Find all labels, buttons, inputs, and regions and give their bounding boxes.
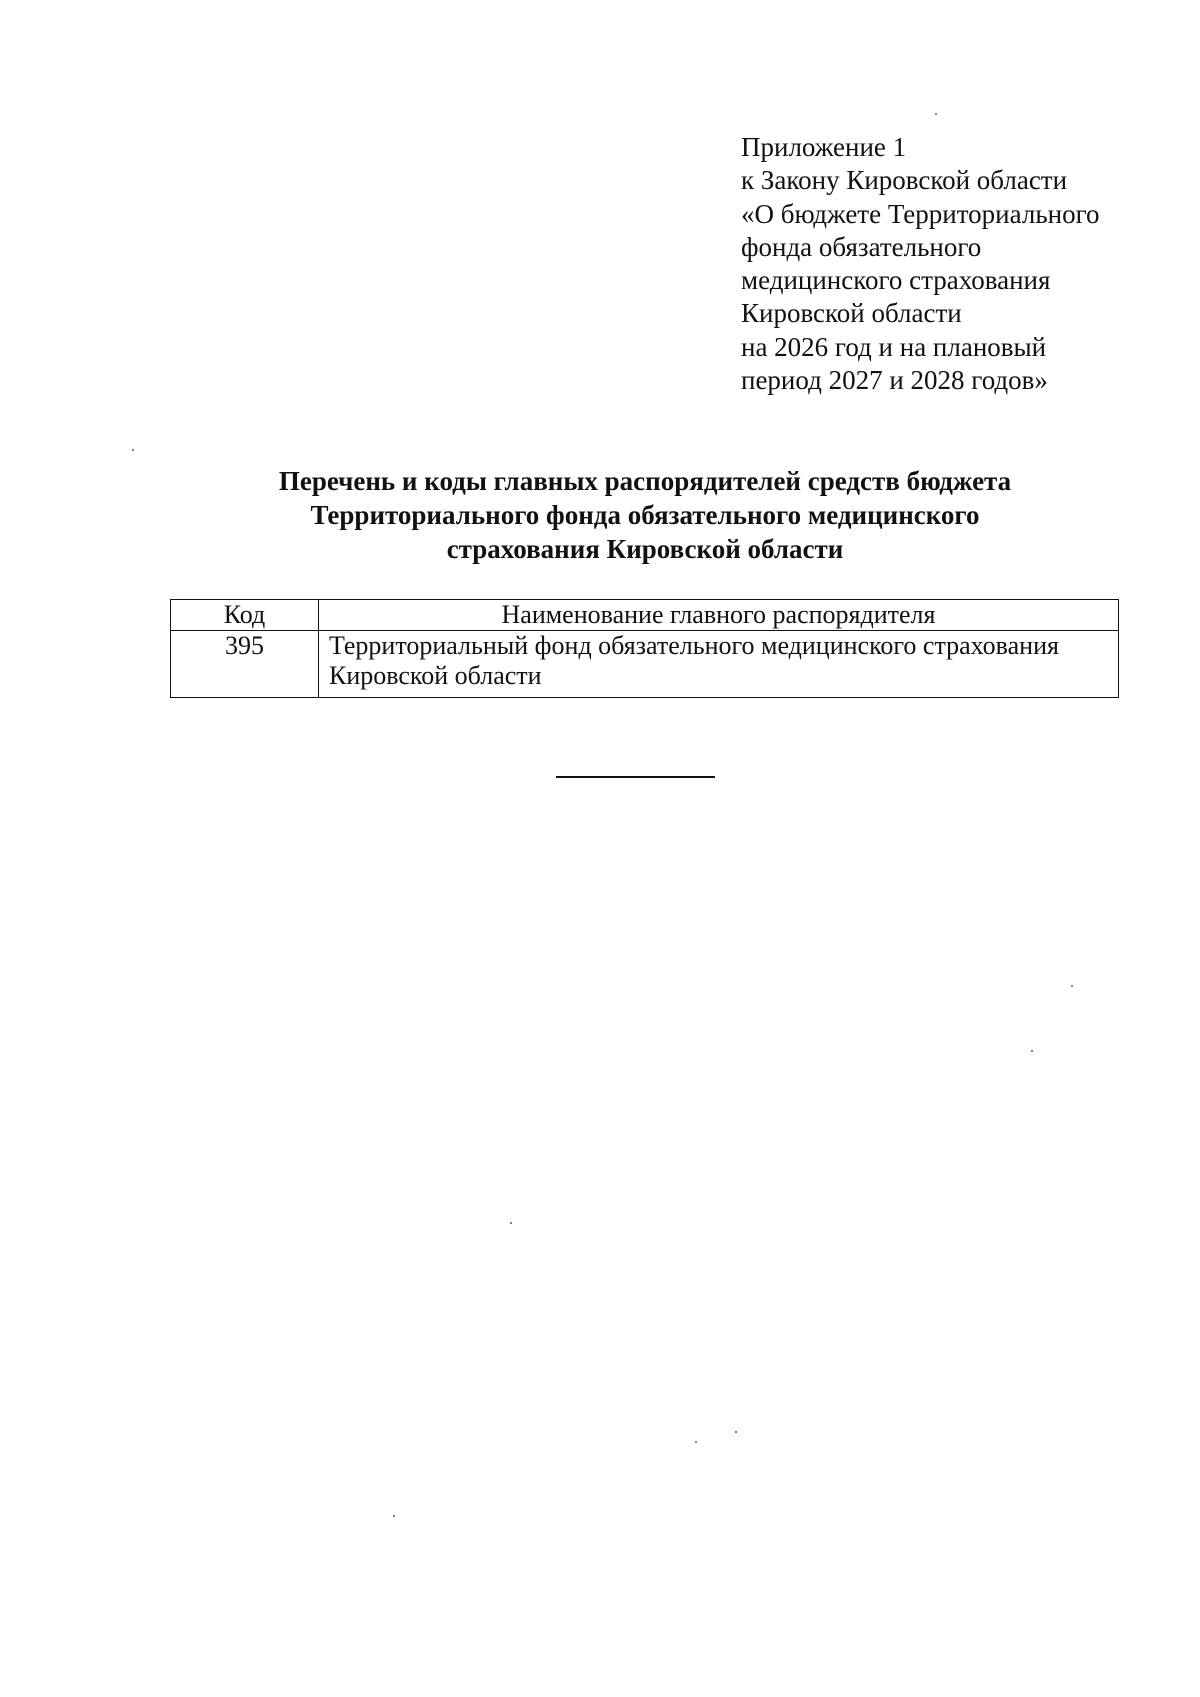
scan-speck: [1071, 985, 1073, 987]
annex-reference: [741, 131, 1161, 397]
scan-speck: [695, 1441, 697, 1443]
document-title: [150, 464, 1140, 566]
annex-line: на 2026 год и на плановый: [741, 331, 1047, 362]
scan-speck: [132, 449, 134, 451]
cell-code: 395: [171, 631, 319, 698]
annex-line: «О бюджете Территориального: [741, 198, 1100, 229]
end-divider: [556, 776, 715, 778]
scan-speck: [1031, 1050, 1033, 1052]
scan-speck: [935, 113, 937, 115]
cell-name-line: Территориальный фонд обязательного медицинского страхования: [329, 631, 1059, 660]
annex-line: Кировской области: [741, 298, 962, 329]
annex-line: Приложение 1: [741, 132, 907, 162]
title-line: Территориального фонда обязательного медицинского: [310, 500, 980, 530]
column-header-code: Код: [171, 600, 319, 631]
annex-line: к Закону Кировской области: [741, 165, 1068, 196]
cell-name: [319, 631, 1119, 698]
title-line: Перечень и коды главных распорядителей средств бюджета: [278, 466, 1012, 496]
scan-speck: [393, 1515, 395, 1517]
table-row: [171, 631, 1119, 698]
annex-line: период 2027 и 2028 годов»: [741, 365, 1048, 396]
annex-line: фонда обязательного: [741, 231, 982, 262]
cell-name-line: Кировской области: [329, 661, 542, 690]
column-header-name: Наименование главного распорядителя: [319, 600, 1119, 631]
table-header-row: [171, 600, 1119, 631]
annex-line: медицинского страхования: [741, 265, 1051, 296]
administrators-table: [170, 599, 1119, 698]
title-line: страхования Кировской области: [446, 534, 844, 564]
scan-speck: [510, 1222, 512, 1224]
scan-speck: [735, 1431, 737, 1433]
